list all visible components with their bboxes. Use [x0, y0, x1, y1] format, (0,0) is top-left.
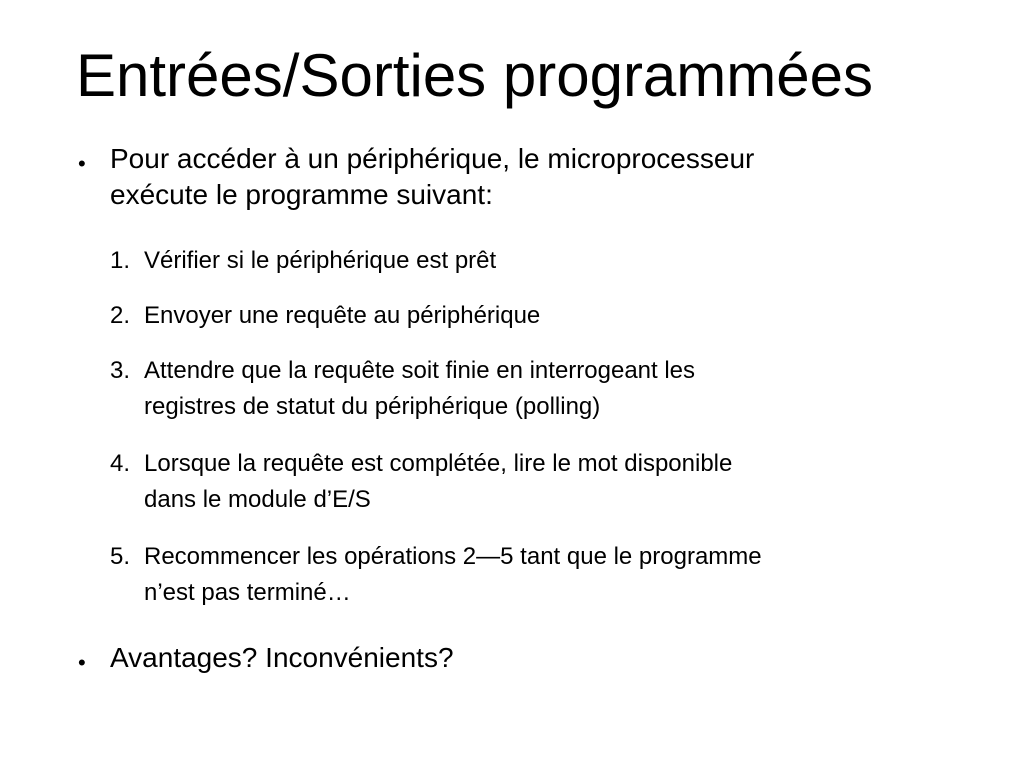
- step-number: 3.: [110, 357, 131, 384]
- bullet-intro: [110, 141, 754, 213]
- slide-title: Entrées/Sorties programmées: [76, 42, 873, 109]
- bullet-intro-line1: Pour accéder à un périphérique, le microprocesseur: [110, 143, 755, 174]
- step-text-continued: dans le module d’E/S: [144, 486, 371, 513]
- step-text: Lorsque la requête est complétée, lire le mot disponible: [144, 450, 733, 477]
- list-item: [110, 243, 496, 279]
- list-item: [110, 298, 540, 334]
- list-item: [110, 539, 762, 611]
- step-text: Vérifier si le périphérique est prêt: [144, 247, 497, 274]
- step-number: 2.: [110, 302, 131, 329]
- step-number: 5.: [110, 543, 131, 570]
- list-item: [110, 446, 732, 518]
- step-number: 4.: [110, 450, 131, 477]
- step-text: Recommencer les opérations 2—5 tant que le programme: [144, 543, 762, 570]
- step-number: 1.: [110, 247, 131, 274]
- step-text-continued: registres de statut du périphérique (polling): [144, 393, 601, 420]
- bullet-intro-line2: exécute le programme suivant:: [110, 179, 493, 210]
- list-item: [110, 353, 695, 425]
- step-text-continued: n’est pas terminé…: [144, 579, 351, 606]
- bullet-question: Avantages? Inconvénients?: [110, 642, 454, 673]
- bullet-marker: •: [78, 650, 86, 675]
- step-text: Attendre que la requête soit finie en interrogeant les: [144, 357, 696, 384]
- step-text: Envoyer une requête au périphérique: [144, 302, 541, 329]
- bullet-marker: •: [78, 151, 86, 176]
